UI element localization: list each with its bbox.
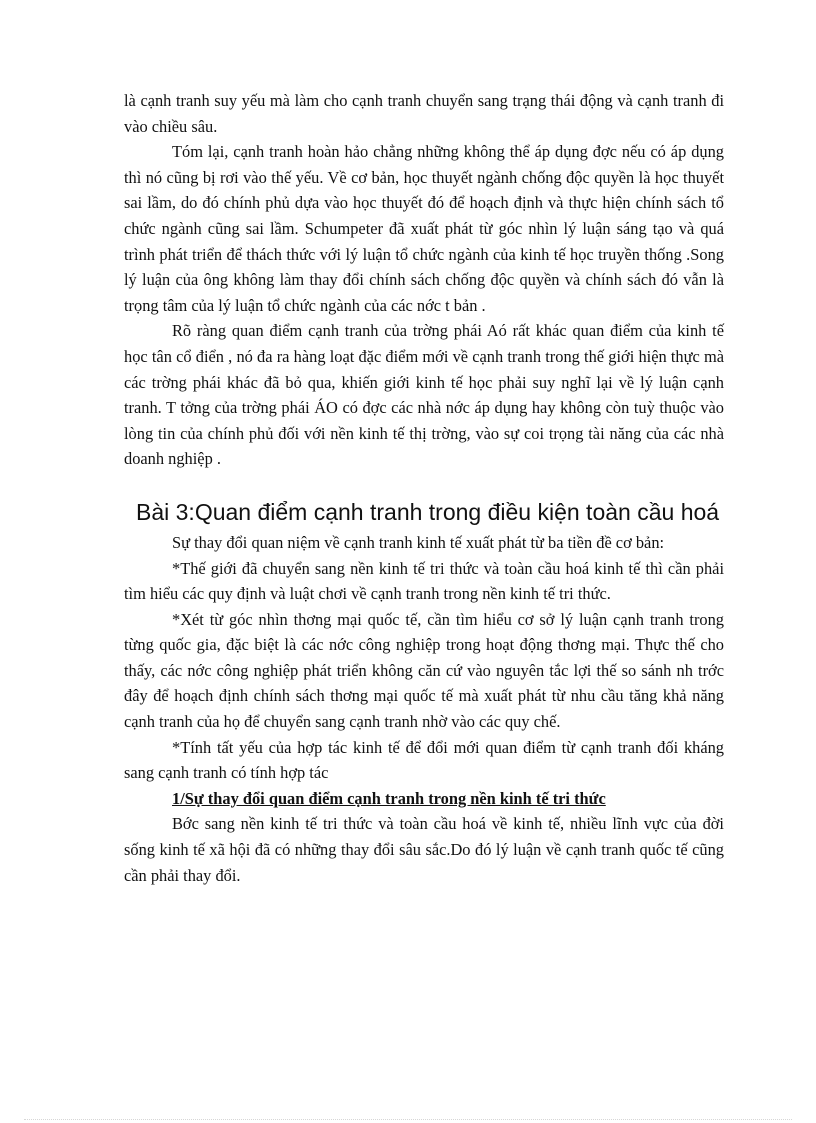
paragraph: *Xét từ góc nhìn thơng mại quốc tế, cần tìm hiểu cơ sở lý luận cạnh tranh trong từng quốc gia, đặc biệt là các nớc công nghiệp trong hoạt động thơng mại. Thực thế cho thấy, các nớc công nghiệp phát triển không căn cứ vào nguyên tắc lợi thế so sánh nh trớc đây để hoạch định chính sách thơng mại quốc tế mà xuất phát từ nhu cầu tăng khả năng cạnh tranh của họ để chuyển sang cạnh tranh nhờ vào các quy chế. bbox=[124, 609, 724, 732]
section-heading: Bài 3:Quan điểm cạnh tranh trong điều kiện toàn cầu hoá bbox=[136, 498, 720, 525]
paragraph: Tóm lại, cạnh tranh hoàn hảo chẳng những không thể áp dụng đợc nếu có áp dụng thì nó cũng bị rơi vào thế yếu. Về cơ bản, học thuyết ngành chống độc quyền là học thuyết sai lầm, do đó chính phủ dựa vào học thuyết đó để hoạch định và thực hiện chính sách tổ chức ngành cũng sai lầm. Schumpeter đã xuất phát từ góc nhìn lý luận sáng tạo và quá trình phát triển để thách thức với lý luận tổ chức ngành của kinh tế học truyền thống .Song lý luận của ông không làm thay đổi chính sách chống độc quyền và chính sách đó vẫn là trọng tâm của lý luận tổ chức ngành của các nớc t bản . bbox=[124, 142, 724, 315]
document-page bbox=[124, 88, 724, 888]
paragraph: *Tính tất yếu của hợp tác kinh tế để đổi mới quan điểm từ cạnh tranh đối kháng sang cạnh tranh có tính hợp tác bbox=[124, 737, 724, 783]
paragraph: là cạnh tranh suy yếu mà làm cho cạnh tranh chuyển sang trạng thái động và cạnh tranh đi vào chiều sâu. bbox=[124, 91, 724, 136]
paragraph: Rõ ràng quan điểm cạnh tranh của trờng phái Aó rất khác quan điểm của kinh tế học tân cổ điển , nó đa ra hàng loạt đặc điểm mới về cạnh tranh trong thế giới hiện thực mà các trờng phái khác đã bỏ qua, khiến giới kinh tế học phải suy nghĩ lại về lý luận cạnh tranh. T tởng của trờng phái ÁO có đợc các nhà nớc áp dụng hay không còn tuỳ thuộc vào lòng tin của chính phủ đối với nền kinh tế thị trờng, vào sự coi trọng tài năng của các nhà doanh nghiệp . bbox=[124, 321, 724, 469]
paragraph: Bớc sang nền kinh tế tri thức và toàn cầu hoá về kinh tế, nhiều lĩnh vực của đời sống kinh tế xã hội đã có những thay đổi sâu sắc.Do đó lý luận về cạnh tranh quốc tế cũng cần phải thay đổi. bbox=[124, 814, 724, 885]
paragraph: Sự thay đổi quan niệm về cạnh tranh kinh tế xuất phát từ ba tiền đề cơ bản: bbox=[172, 532, 665, 552]
paragraph: *Thế giới đã chuyển sang nền kinh tế tri thức và toàn cầu hoá kinh tế thì cần phải tìm hiểu các quy định và luật chơi về cạnh tranh trong nền kinh tế tri thức. bbox=[124, 558, 724, 604]
subsection-heading: 1/Sự thay đổi quan điểm cạnh tranh trong nền kinh tế tri thức bbox=[172, 788, 606, 808]
page-bottom-divider bbox=[24, 1119, 792, 1120]
